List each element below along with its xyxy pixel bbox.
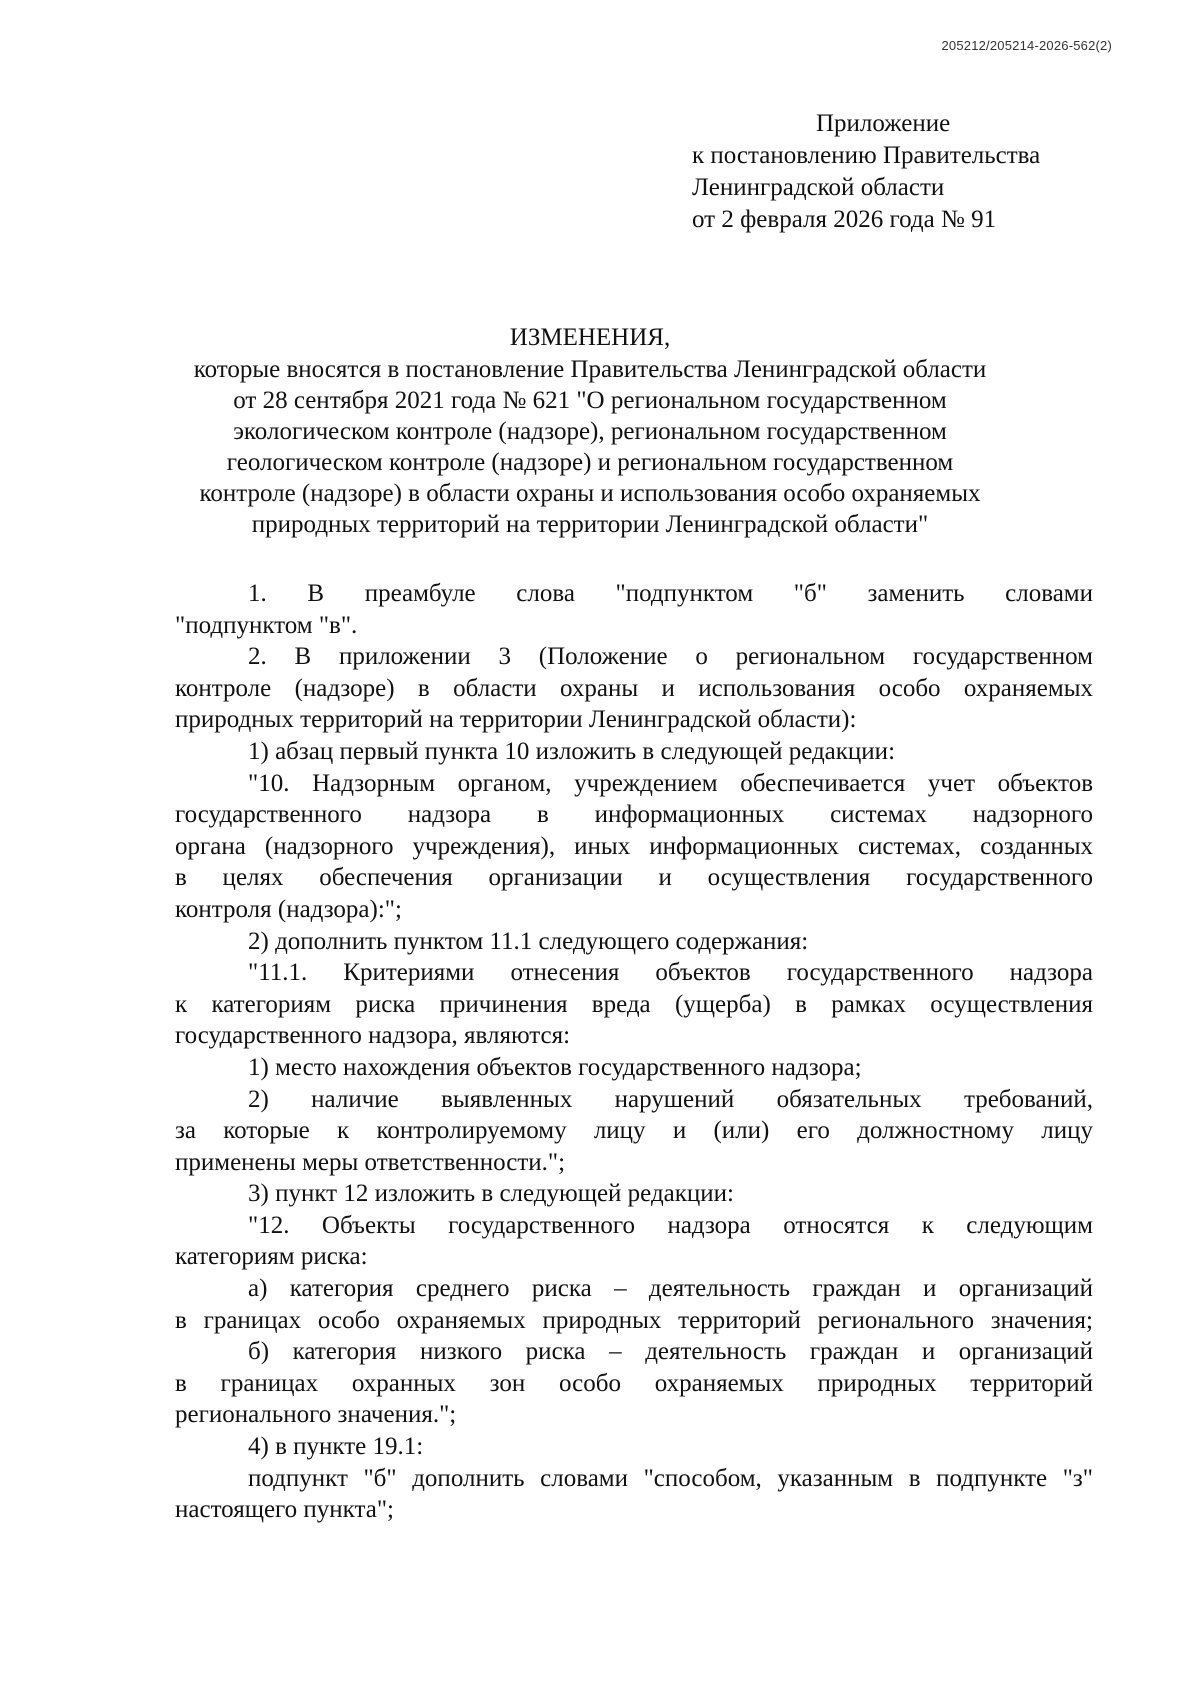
body-line: в границах охранных зон особо охраняемых природных территорий (175, 1369, 1093, 1397)
heading-line: экологическом контроле (надзоре), региональном государственном (233, 418, 947, 445)
body-line: б) категория низкого риска – деятельность граждан и организаций (248, 1338, 1093, 1366)
body-line: контроле (надзоре) в области охраны и использования особо охраняемых (175, 674, 1093, 702)
document-heading (150, 322, 1030, 540)
heading-line: которые вносятся в постановление Правительства Ленинградской области (193, 356, 987, 383)
body-line: регионального значения."; (175, 1401, 457, 1429)
body-line: подпункт "б" дополнить словами "способом, указанным в подпункте "з" (248, 1464, 1093, 1492)
body-line: к категориям риска причинения вреда (ущерба) в рамках осуществления (175, 990, 1093, 1018)
body-line: 1) место нахождения объектов государственного надзора; (248, 1053, 862, 1081)
appendix-line-2: к постановлению Правительства (692, 142, 1041, 169)
body-line: 1. В преамбуле слова "подпунктом "б" заменить словами (248, 580, 1093, 607)
body-line: 3) пункт 12 изложить в следующей редакции: (248, 1180, 734, 1208)
body-line: государственного надзора в информационных системах надзорного (175, 801, 1093, 829)
body-line: "12. Объекты государственного надзора относятся к следующим (248, 1211, 1093, 1239)
heading-line: контроле (надзоре) в области охраны и использования особо охраняемых (199, 480, 981, 507)
heading-line: геологическом контроле (надзоре) и региональном государственном (226, 449, 954, 476)
body-line: "подпунктом "в". (175, 611, 358, 639)
body-line: 2) наличие выявленных нарушений обязательных требований, (248, 1085, 1093, 1113)
body-line: настоящего пункта"; (175, 1496, 394, 1524)
body-line: 2) дополнить пунктом 11.1 следующего содержания: (248, 927, 809, 955)
body-line: а) категория среднего риска – деятельность граждан и организаций (248, 1275, 1093, 1303)
body-line: природных территорий на территории Ленинградской области): (175, 706, 857, 734)
appendix-line-4: от 2 февраля 2026 года № 91 (692, 206, 997, 233)
body-line: государственного надзора, являются: (175, 1022, 571, 1050)
body-line: применены меры ответственности."; (175, 1148, 566, 1176)
appendix-line-3: Ленинградской области (692, 174, 945, 201)
heading-line: природных территорий на территории Ленинградской области" (251, 511, 929, 538)
body-line: "10. Надзорным органом, учреждением обеспечивается учет объектов (248, 769, 1093, 797)
document-body (175, 578, 1093, 1526)
body-line: в границах особо охраняемых природных территорий регионального значения; (175, 1306, 1093, 1334)
body-line: контроля (надзора):"; (175, 895, 402, 923)
heading-line: от 28 сентября 2021 года № 621 "О региональном государственном (233, 387, 947, 414)
appendix-block (692, 108, 1132, 236)
body-line: в целях обеспечения организации и осуществления государственного (175, 864, 1093, 892)
appendix-title: Приложение (816, 110, 951, 137)
heading-title: ИЗМЕНЕНИЯ, (509, 324, 671, 351)
body-line: 2. В приложении 3 (Положение о региональном государственном (248, 643, 1093, 671)
body-line: категориям риска: (175, 1243, 368, 1271)
body-line: органа (надзорного учреждения), иных информационных системах, созданных (175, 832, 1093, 860)
document-id: 205212/205214-2026-562(2) (941, 38, 1112, 53)
body-line: 1) абзац первый пункта 10 изложить в следующей редакции: (248, 737, 896, 765)
body-line: "11.1. Критериями отнесения объектов государственного надзора (248, 959, 1093, 987)
body-line: 4) в пункте 19.1: (248, 1433, 424, 1461)
body-line: за которые к контролируемому лицу и (или) его должностному лицу (175, 1117, 1093, 1145)
